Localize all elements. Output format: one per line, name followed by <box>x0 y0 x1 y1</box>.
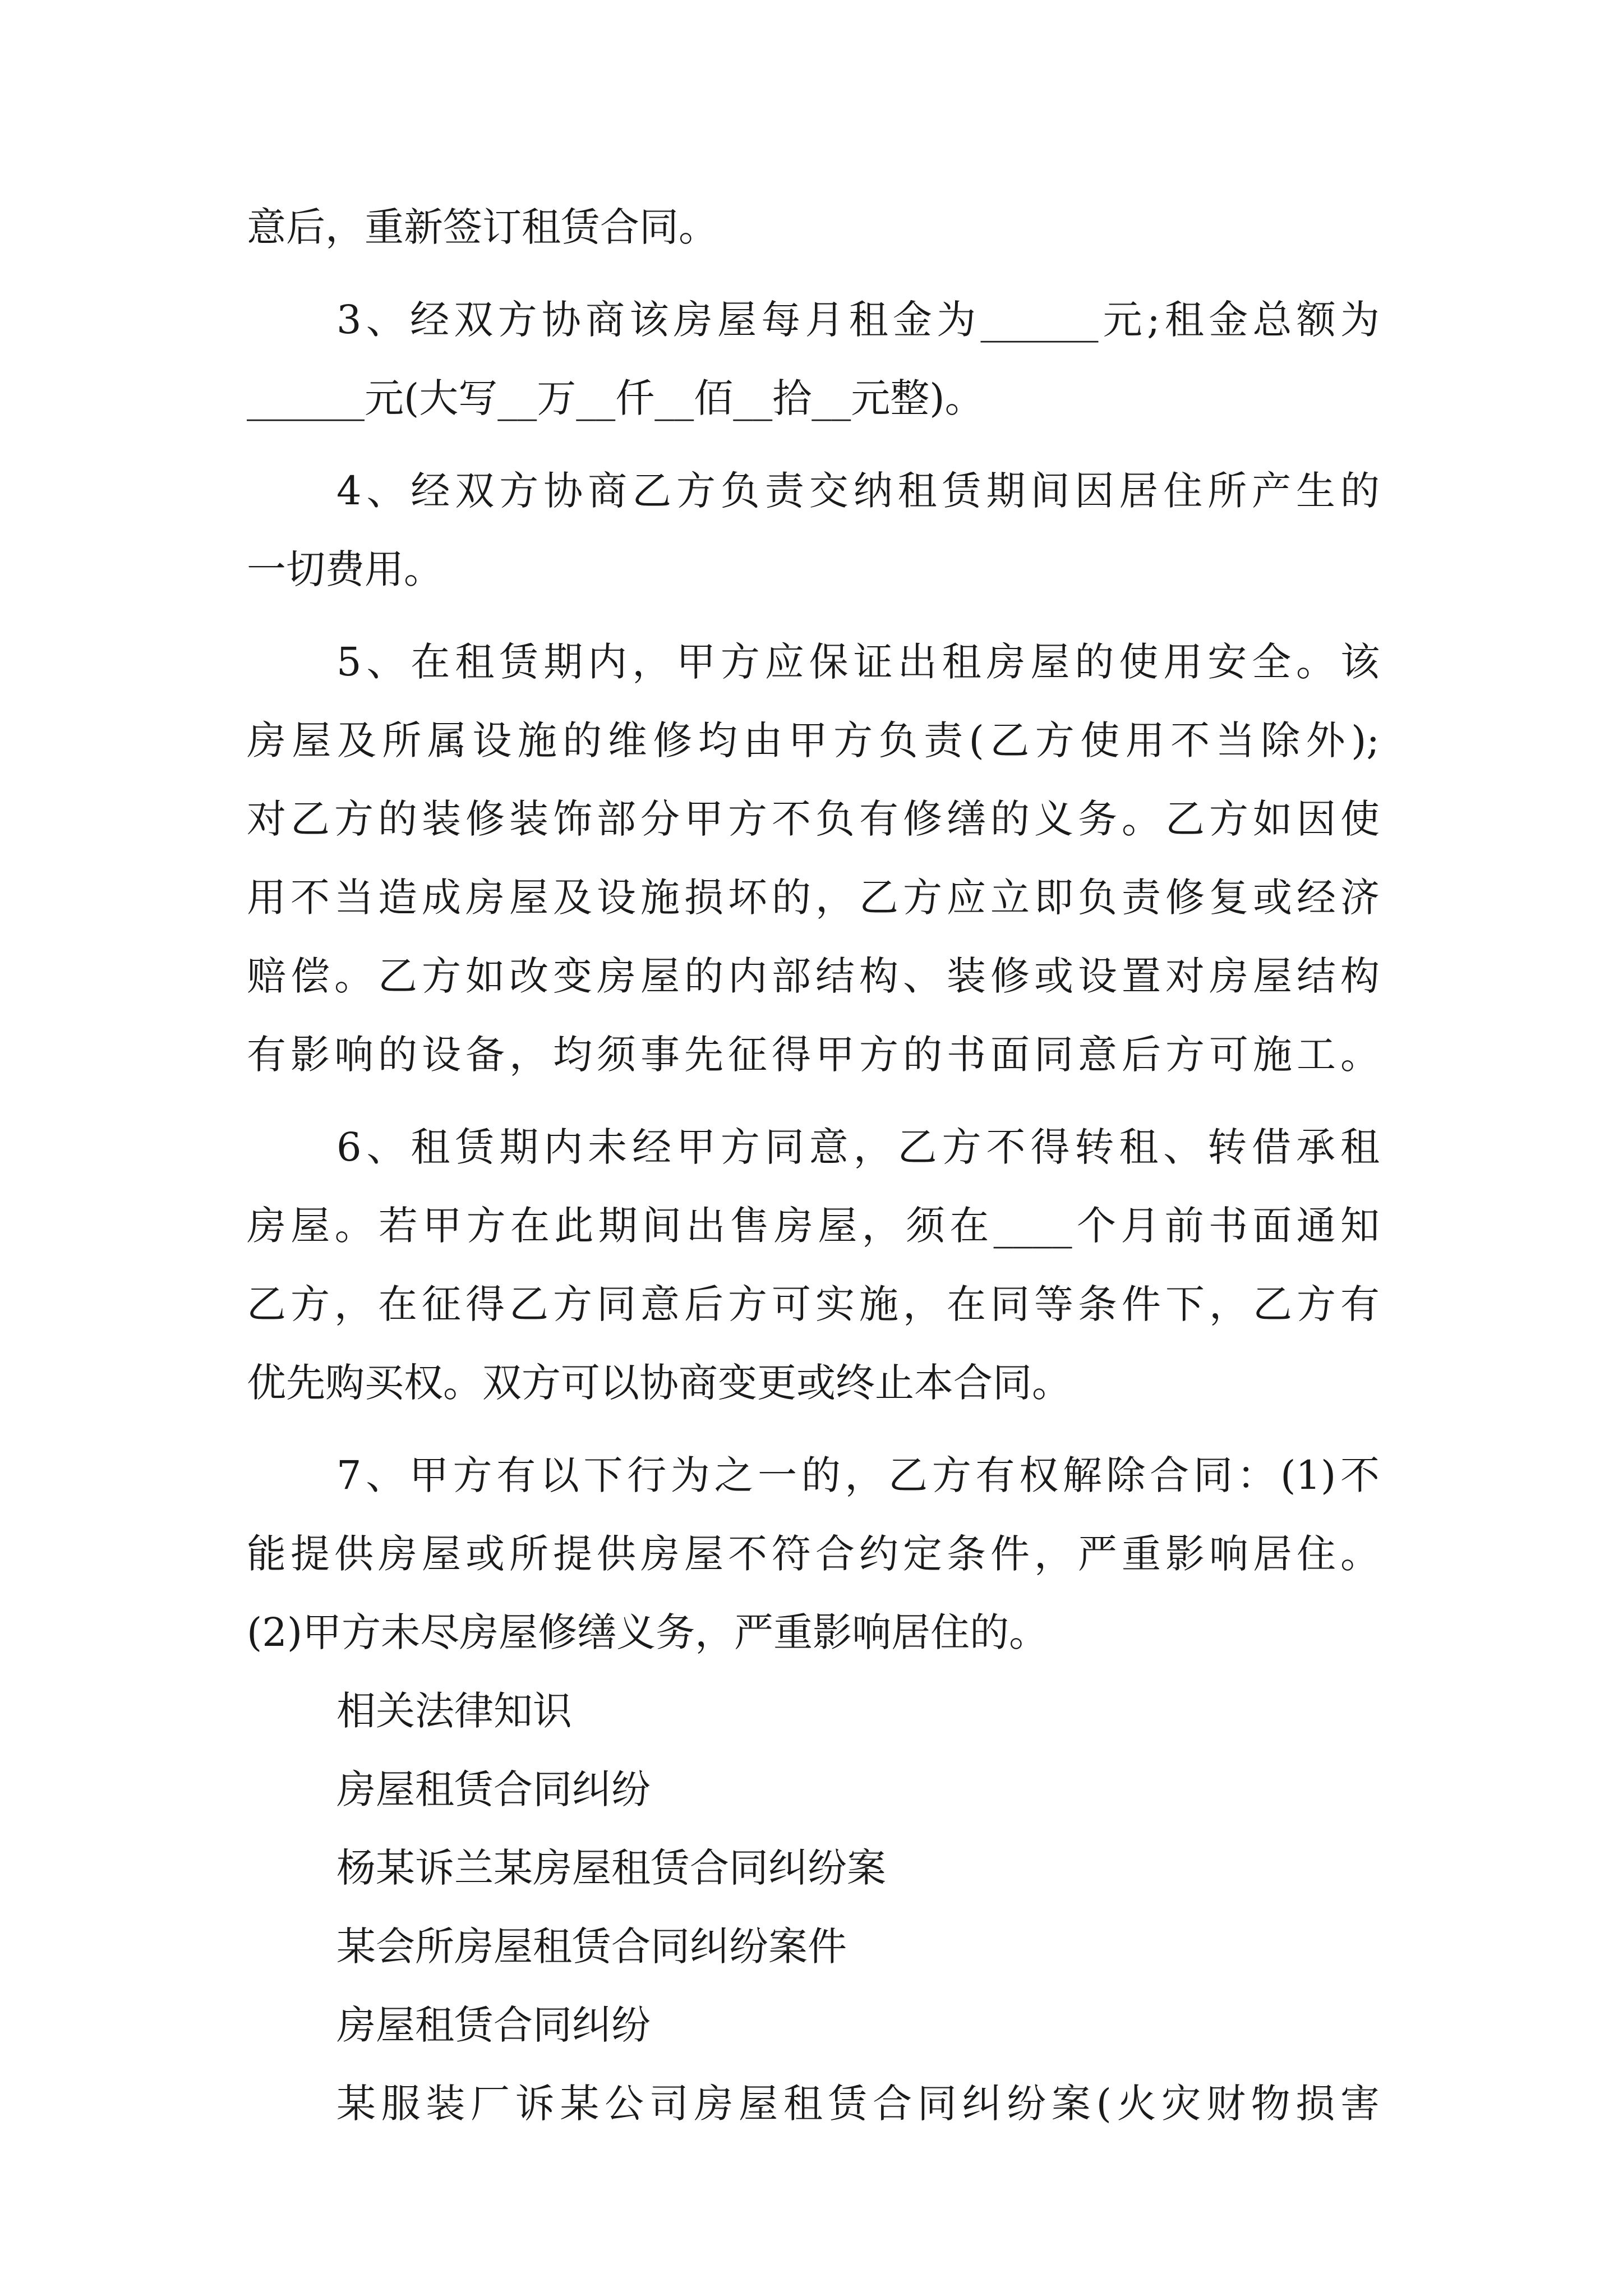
text-line: 房屋。若甲方在此期间出售房屋，须在____个月前书面通知 <box>247 1203 1380 1249</box>
related-link-item: 房屋租赁合同纠纷 <box>336 2002 651 2048</box>
clause-7-line: 7、甲方有以下行为之一的，乙方有权解除合同：(1)不 <box>336 1452 1380 1498</box>
text-line: ______元(大写__万__仟__佰__拾__元整)。 <box>247 375 984 421</box>
related-link-item: 某服装厂诉某公司房屋租赁合同纠纷案(火灾财物损害 <box>336 2081 1380 2127</box>
text-line: 意后，重新签订租赁合同。 <box>247 204 718 250</box>
text-line: 房屋及所属设施的维修均由甲方负责(乙方使用不当除外); <box>247 717 1380 763</box>
text-line: 能提供房屋或所提供房屋不符合约定条件，严重影响居住。 <box>247 1531 1380 1577</box>
related-link-item: 杨某诉兰某房屋租赁合同纠纷案 <box>336 1845 886 1891</box>
clause-3-line: 3、经双方协商该房屋每月租金为______元;租金总额为 <box>336 297 1380 343</box>
text-line: 赔偿。乙方如改变房屋的内部结构、装修或设置对房屋结构 <box>247 953 1380 999</box>
text-line: 乙方，在征得乙方同意后方可实施，在同等条件下，乙方有 <box>247 1281 1380 1327</box>
related-link-item: 房屋租赁合同纠纷 <box>336 1766 651 1812</box>
clause-6-line: 6、租赁期内未经甲方同意，乙方不得转租、转借承租 <box>336 1124 1380 1170</box>
text-line: 用不当造成房屋及设施损坏的，乙方应立即负责修复或经济 <box>247 875 1380 921</box>
text-line: 有影响的设备，均须事先征得甲方的书面同意后方可施工。 <box>247 1032 1380 1078</box>
text-line: 对乙方的装修装饰部分甲方不负有修缮的义务。乙方如因使 <box>247 796 1380 842</box>
related-knowledge-heading: 相关法律知识 <box>336 1688 572 1734</box>
text-line: 一切费用。 <box>247 546 443 592</box>
clause-4-line: 4、经双方协商乙方负责交纳租赁期间因居住所产生的 <box>336 468 1380 514</box>
clause-5-line: 5、在租赁期内，甲方应保证出租房屋的使用安全。该 <box>336 639 1380 685</box>
related-link-item: 某会所房屋租赁合同纠纷案件 <box>336 1924 847 1970</box>
text-line: 优先购买权。双方可以协商变更或终止本合同。 <box>247 1360 1071 1406</box>
text-line: (2)甲方未尽房屋修缮义务，严重影响居住的。 <box>247 1609 1049 1655</box>
